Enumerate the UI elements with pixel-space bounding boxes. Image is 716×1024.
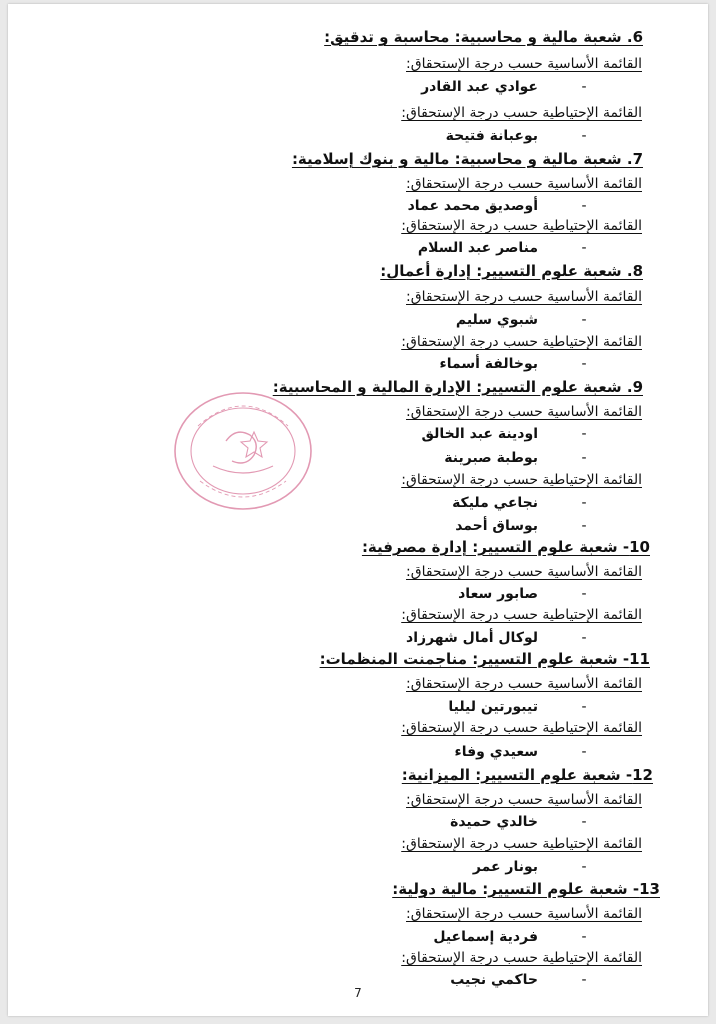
primary-list-title: القائمة الأساسية حسب درجة الإستحقاق: [406, 906, 642, 922]
list-item [418, 240, 590, 256]
list-item [421, 426, 590, 442]
list-bullet: - [581, 929, 587, 945]
primary-list-title: القائمة الأساسية حسب درجة الإستحقاق: [406, 176, 642, 192]
list-item [473, 859, 590, 875]
section-heading: 10- شعبة علوم التسيير: إدارة مصرفية: [361, 538, 650, 556]
candidate-name: نجاعي مليكة [452, 495, 538, 511]
list-item [406, 630, 590, 646]
list-item [452, 495, 590, 511]
list-bullet: - [581, 744, 587, 760]
candidate-name: بوطبة صبرينة [444, 450, 538, 466]
reserve-list-title: القائمة الإحتياطية حسب درجة الإستحقاق: [401, 607, 642, 623]
list-item [446, 128, 590, 144]
section-heading: 12- شعبة علوم التسيير: الميزانية: [401, 766, 653, 784]
reserve-list-title: القائمة الإحتياطية حسب درجة الإستحقاق: [401, 950, 642, 966]
candidate-name: فردية إسماعيل [433, 929, 538, 945]
candidate-name: مناصر عبد السلام [417, 240, 538, 256]
list-item [421, 79, 590, 95]
list-bullet: - [581, 79, 587, 95]
list-bullet: - [581, 450, 587, 466]
reserve-list-title: القائمة الإحتياطية حسب درجة الإستحقاق: [401, 334, 642, 350]
candidate-name: عوادي عبد القادر [421, 79, 538, 95]
list-bullet: - [581, 518, 587, 534]
list-item [455, 518, 590, 534]
page-number: 7 [354, 986, 362, 1000]
section-heading: 13- شعبة علوم التسيير: مالية دولية: [392, 880, 660, 898]
primary-list-title: القائمة الأساسية حسب درجة الإستحقاق: [406, 676, 642, 692]
document-content [8, 4, 708, 994]
reserve-list-title: القائمة الإحتياطية حسب درجة الإستحقاق: [401, 472, 642, 488]
list-item [456, 312, 590, 328]
candidate-name: حاكمي نجيب [450, 972, 538, 988]
reserve-list-title: القائمة الإحتياطية حسب درجة الإستحقاق: [401, 105, 642, 121]
list-bullet: - [581, 495, 587, 511]
candidate-name: تيبورتين ليليا [448, 699, 538, 715]
section-heading: 8. شعبة علوم التسيير: إدارة أعمال: [380, 262, 643, 280]
list-bullet: - [581, 814, 587, 830]
candidate-name: صابور سعاد [458, 586, 538, 602]
reserve-list-title: القائمة الإحتياطية حسب درجة الإستحقاق: [401, 720, 642, 736]
document-page [8, 4, 708, 1016]
primary-list-title: القائمة الأساسية حسب درجة الإستحقاق: [406, 289, 642, 305]
list-bullet: - [581, 356, 587, 372]
list-bullet: - [581, 128, 587, 144]
list-item [450, 814, 590, 830]
official-stamp [168, 386, 318, 516]
list-item [458, 586, 590, 602]
candidate-name: خالدي حميدة [450, 814, 538, 830]
candidate-name: اودينة عبد الخالق [421, 426, 538, 442]
candidate-name: لوكال أمال شهرزاد [406, 630, 538, 646]
list-item [440, 356, 590, 372]
primary-list-title: القائمة الأساسية حسب درجة الإستحقاق: [406, 404, 642, 420]
candidate-name: بوعبانة فتيحة [445, 128, 538, 144]
list-item [448, 699, 590, 715]
list-bullet: - [581, 240, 587, 256]
section-heading: 7. شعبة مالية و محاسبية: مالية و بنوك إسلامية: [291, 150, 643, 168]
section-heading: 11- شعبة علوم التسيير: مناجمنت المنظمات: [319, 650, 650, 668]
candidate-name: بونار عمر [472, 859, 538, 875]
list-bullet: - [581, 630, 587, 646]
list-item [455, 744, 590, 760]
list-bullet: - [581, 586, 587, 602]
section-heading: 9. شعبة علوم التسيير: الإدارة المالية و المحاسبية: [272, 378, 643, 396]
primary-list-title: القائمة الأساسية حسب درجة الإستحقاق: [406, 56, 642, 72]
list-bullet: - [581, 699, 587, 715]
candidate-name: بوساق أحمد [455, 518, 538, 534]
list-item [408, 198, 590, 214]
list-item [444, 450, 590, 466]
candidate-name: سعيدي وفاء [454, 744, 538, 760]
list-bullet: - [581, 859, 587, 875]
primary-list-title: القائمة الأساسية حسب درجة الإستحقاق: [406, 792, 642, 808]
candidate-name: بوخالفة أسماء [439, 356, 538, 372]
list-bullet: - [581, 426, 587, 442]
candidate-name: شبوي سليم [455, 312, 538, 328]
list-bullet: - [581, 198, 587, 214]
section-heading: 6. شعبة مالية و محاسبية: محاسبة و تدقيق: [324, 28, 643, 46]
candidate-name: أوصديق محمد عماد [407, 198, 538, 214]
list-bullet: - [581, 972, 587, 988]
reserve-list-title: القائمة الإحتياطية حسب درجة الإستحقاق: [401, 836, 642, 852]
reserve-list-title: القائمة الإحتياطية حسب درجة الإستحقاق: [401, 218, 642, 234]
list-item [433, 929, 590, 945]
primary-list-title: القائمة الأساسية حسب درجة الإستحقاق: [406, 564, 642, 580]
list-bullet: - [581, 312, 587, 328]
